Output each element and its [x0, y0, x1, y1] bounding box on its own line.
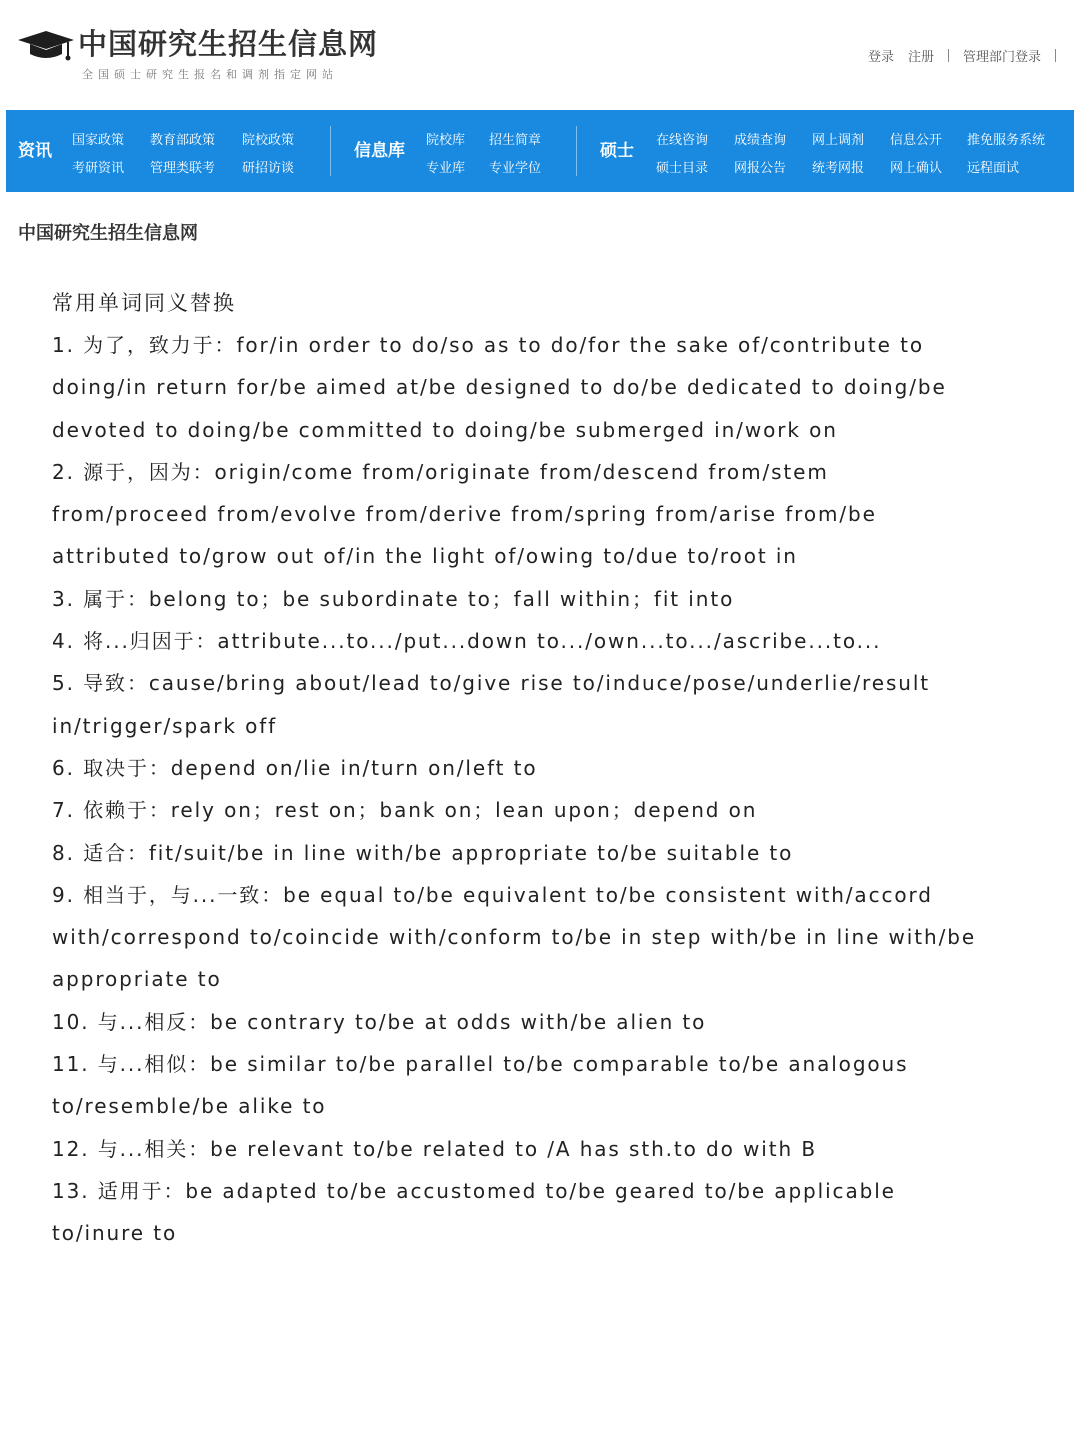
list-item: 2. 源于，因为：origin/come from/originate from/descend from/stem from/proceed from/evolve from/derive from/spring from/arise from/be attributed to/grow out of/in the light of/owing to/due to/root in	[52, 459, 877, 569]
account-links	[868, 46, 1070, 65]
nav-divider	[576, 126, 577, 176]
list-item: 10. 与...相反：be contrary to/be at odds with/be alien to	[52, 1009, 707, 1034]
nav-link-admission-guide[interactable]: 招生简章	[489, 133, 542, 148]
nav-link-exam-registration[interactable]: 统考网报	[812, 161, 865, 176]
article-title: 常用单词同义替换	[52, 291, 236, 315]
nav-link-school-policy[interactable]: 院校政策	[242, 133, 295, 148]
logo-title: 中国研究生招生信息网	[78, 27, 379, 61]
list-item: 8. 适合：fit/suit/be in line with/be appropriate to/be suitable to	[52, 840, 794, 865]
nav-link-exam-news[interactable]: 考研资讯	[72, 161, 125, 176]
list-item: 7. 依赖于：rely on；rest on；bank on；lean upon；depend on	[52, 798, 758, 823]
nav-link-registration-notice[interactable]: 网报公告	[734, 161, 787, 176]
list-item: 11. 与...相似：be similar to/be parallel to/be comparable to/be analogous to/resemble/be alike to	[52, 1052, 909, 1119]
nav-group-masters[interactable]: 硕士	[600, 141, 634, 161]
nav-link-national-policy[interactable]: 国家政策	[72, 133, 125, 148]
logo-subtitle: 全国硕士研究生报名和调剂指定网站	[82, 68, 338, 81]
nav-group-news[interactable]: 资讯	[18, 141, 52, 161]
list-item: 13. 适用于：be adapted to/be accustomed to/be geared to/be applicable to/inure to	[52, 1178, 896, 1246]
nav-divider	[330, 126, 331, 176]
nav-link-professional-degree[interactable]: 专业学位	[489, 161, 542, 176]
nav-link-management-exam[interactable]: 管理类联考	[150, 161, 216, 176]
article-body	[52, 324, 992, 1255]
nav-link-masters-catalog[interactable]: 硕士目录	[656, 161, 709, 176]
admin-login-link[interactable]: 管理部门登录	[962, 50, 1041, 65]
link-separator	[1055, 49, 1056, 62]
link-separator	[948, 49, 949, 62]
login-link[interactable]: 登录	[867, 50, 894, 65]
nav-link-info-disclosure[interactable]: 信息公开	[890, 133, 943, 148]
nav-link-major-db[interactable]: 专业库	[426, 161, 466, 176]
nav-link-interviews[interactable]: 研招访谈	[242, 161, 295, 176]
list-item: 9. 相当于，与...一致：be equal to/be equivalent to/be consistent with/accord with/correspond to/coincide with/conform to/be in step with/be in line with/be appropriate to	[52, 882, 977, 992]
list-item: 12. 与...相关：be relevant to/be related to /A has sth.to do with B	[52, 1136, 817, 1161]
breadcrumb[interactable]: 中国研究生招生信息网	[18, 223, 198, 244]
list-item: 3. 属于：belong to；be subordinate to；fall within；fit into	[52, 586, 735, 611]
register-link[interactable]: 注册	[907, 50, 934, 65]
site-header	[0, 0, 1080, 108]
nav-link-score-query[interactable]: 成绩查询	[734, 133, 787, 148]
nav-link-school-db[interactable]: 院校库	[426, 133, 466, 148]
graduation-cap-icon	[16, 28, 76, 64]
list-item: 5. 导致：cause/bring about/lead to/give rise to/induce/pose/underlie/result in/trigger/spark off	[52, 671, 931, 738]
nav-link-moe-policy[interactable]: 教育部政策	[150, 133, 216, 148]
site-logo[interactable]	[16, 22, 396, 84]
main-nav	[6, 110, 1074, 192]
nav-group-database[interactable]: 信息库	[354, 141, 405, 161]
list-item: 4. 将...归因于：attribute...to.../put...down to.../own...to.../ascribe...to...	[52, 629, 882, 654]
nav-link-online-confirm[interactable]: 网上确认	[890, 161, 943, 176]
list-item: 1. 为了，致力于：for/in order to do/so as to do/for the sake of/contribute to doing/in return for/be aimed at/be designed to do/be dedicated to doing/be devoted to doing/be committed to doing/be submerged in/work on	[52, 333, 947, 442]
nav-link-remote-interview[interactable]: 远程面试	[967, 161, 1020, 176]
article	[52, 282, 992, 1255]
nav-link-online-consult[interactable]: 在线咨询	[656, 133, 709, 148]
nav-link-online-adjust[interactable]: 网上调剂	[812, 133, 865, 148]
nav-link-recommend-system[interactable]: 推免服务系统	[967, 133, 1046, 148]
list-item: 6. 取决于：depend on/lie in/turn on/left to	[52, 755, 538, 780]
